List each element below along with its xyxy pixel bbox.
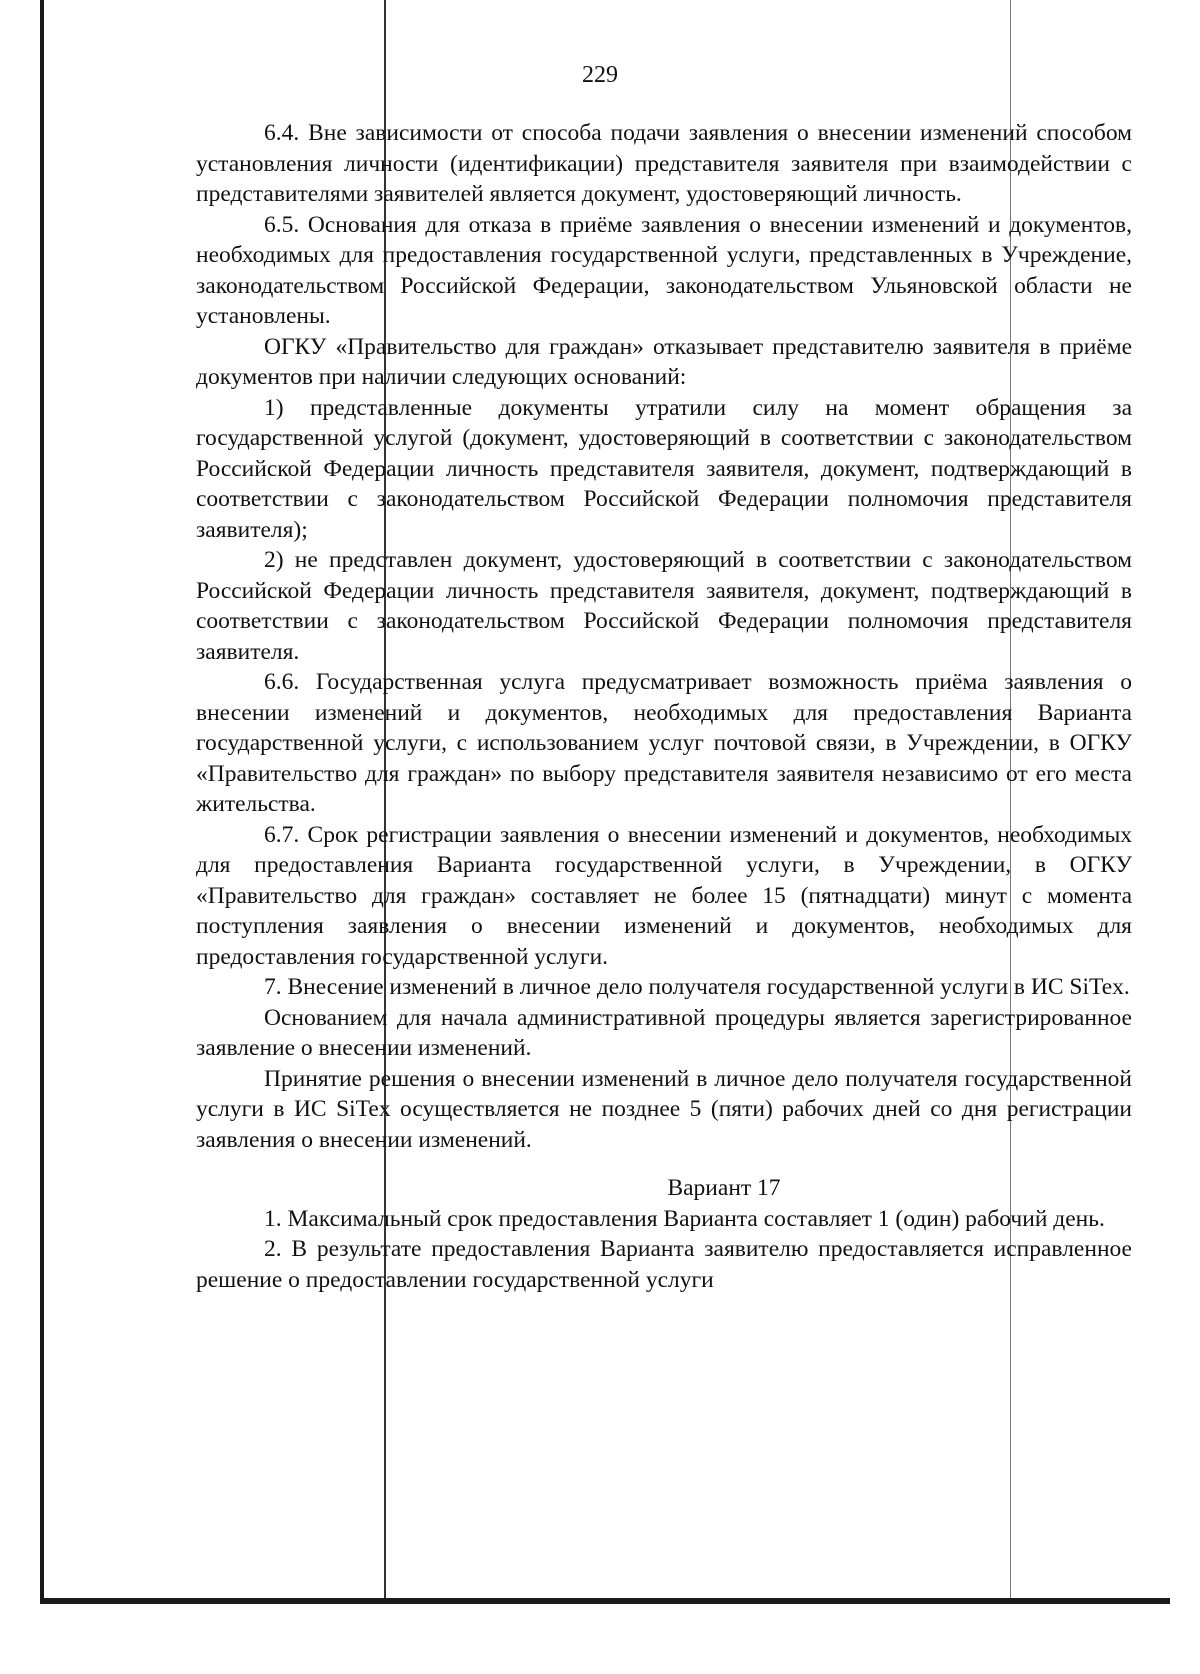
- page-number: 229: [582, 62, 618, 88]
- paragraph-procedure-basis: Основанием для начала административной процедуры является зарегистрированное заявление о внесении изменений.: [196, 1004, 1132, 1061]
- paragraph-variant-2: 2. В результате предоставления Варианта заявителю предоставляется исправленное решение о предоставлении государственной услуги: [196, 1236, 1132, 1293]
- paragraph-6-7: 6.7. Срок регистрации заявления о внесении изменений и документов, необходимых для предоставления Варианта государственной услуги, в Учреждении, в ОГКУ «Правительство для граждан» составляет не более 15 (пятнадцати) минут с момента поступления заявления о внесении изменений и документов, необходимых для предоставления государственной услуги.: [196, 821, 1132, 970]
- paragraph-7: 7. Внесение изменений в личное дело получателя государственной услуги в ИС SiTex.: [264, 974, 1130, 1000]
- paragraph-refusal-intro: ОГКУ «Правительство для граждан» отказывает представителю заявителя в приёме документов при наличии следующих оснований:: [196, 333, 1132, 390]
- paragraph-variant-1: 1. Максимальный срок предоставления Варианта составляет 1 (один) рабочий день.: [264, 1205, 1105, 1232]
- paragraph-decision-term: Принятие решения о внесении изменений в личное дело получателя государственной услуги в ИС SiTex осуществляется не позднее 5 (пяти) рабочих дней со дня регистрации заявления о внесении изменений.: [196, 1065, 1132, 1153]
- section-heading: Вариант 17: [667, 1175, 781, 1201]
- paragraph-6-4: 6.4. Вне зависимости от способа подачи заявления о внесении изменений способом установления личности (идентификации) представителя заявителя при взаимодействии с представителями заявителей является документ, удостоверяющий личность.: [196, 120, 1132, 207]
- document-body: [196, 118, 1132, 1295]
- paragraph-refusal-item-2: 2) не представлен документ, удостоверяющий в соответствии с законодательством Российской Федерации личность представителя заявителя, документ, подтверждающий в соответствии с законодательством Российской Федерации полномочия представителя заявителя.: [196, 547, 1132, 665]
- paragraph-refusal-item-1: 1) представленные документы утратили силу на момент обращения за государственной услугой (документ, удостоверяющий в соответствии с законодательством Российской Федерации личность представителя заявителя, документ, подтверждающий в соответствии с законодательством Российской Федерации полномочия представителя заявителя);: [196, 394, 1132, 543]
- scan-bottom-edge: [40, 1598, 1170, 1604]
- scan-left-edge: [40, 0, 44, 1600]
- paragraph-6-6: 6.6. Государственная услуга предусматривает возможность приёма заявления о внесении изменений и документов, необходимых для предоставления Варианта государственной услуги, с использованием услуг почтовой связи, в Учреждении, в ОГКУ «Правительство для граждан» по выбору представителя заявителя независимо от его места жительства.: [196, 669, 1132, 817]
- paragraph-6-5: 6.5. Основания для отказа в приёме заявления о внесении изменений и документов, необходимых для предоставления государственной услуги, представленных в Учреждение, законодательством Российской Федерации, законодательством Ульяновской области не установлены.: [196, 211, 1132, 329]
